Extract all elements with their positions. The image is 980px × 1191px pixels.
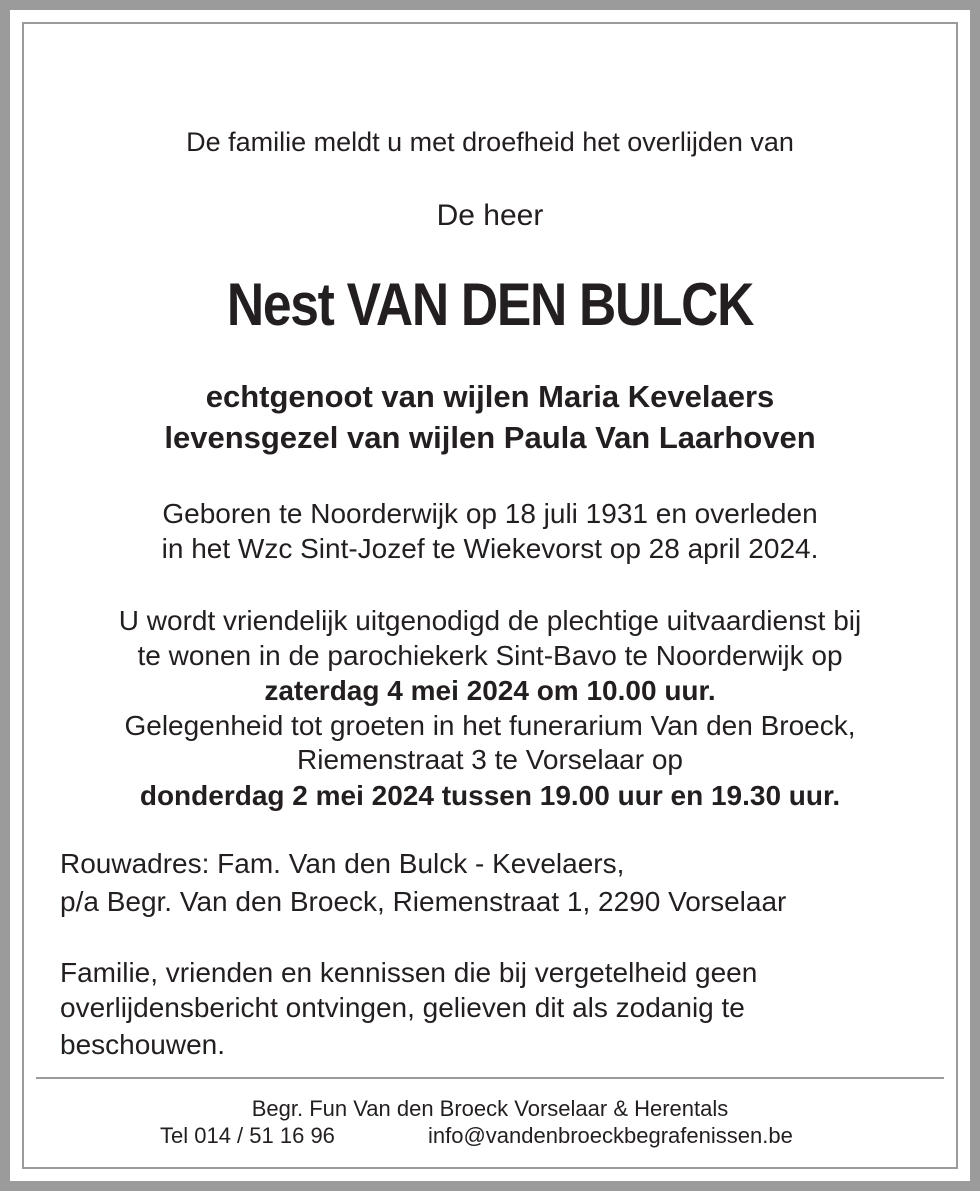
relation-line: levensgezel van wijlen Paula Van Laarhoven: [164, 420, 816, 455]
notice-line: beschouwen.: [60, 1029, 226, 1060]
notice-line: Familie, vrienden en kennissen die bij vergetelheid geen: [60, 957, 758, 988]
notice-line: overlijdensbericht ontvingen, gelieven dit als zodanig te: [60, 992, 745, 1023]
service-datetime: zaterdag 4 mei 2024 om 10.00 uur.: [264, 675, 716, 706]
visitation-line: Gelegenheid tot groeten in het funerarium Van den Broeck,: [124, 710, 856, 741]
visitation-datetime: donderdag 2 mei 2024 tussen 19.00 uur en 19.30 uur.: [139, 780, 841, 811]
title-prefix: De heer: [436, 199, 544, 232]
footer-divider: [36, 1077, 944, 1079]
deceased-name: Nest VAN DEN BULCK: [226, 271, 754, 338]
mourning-address-line: Rouwadres: Fam. Van den Bulck - Kevelaers,: [60, 848, 625, 879]
invitation-line: U wordt vriendelijk uitgenodigd de plechtige uitvaardienst bij: [118, 605, 862, 636]
birth-death-line: in het Wzc Sint-Jozef te Wiekevorst op 28 april 2024.: [161, 533, 819, 564]
birth-death-line: Geboren te Noorderwijk op 18 juli 1931 en overleden: [162, 498, 818, 529]
intro-text: De familie meldt u met droefheid het overlijden van: [186, 127, 794, 157]
phone-number: Tel 014 / 51 16 96: [160, 1123, 335, 1148]
visitation-line: Riemenstraat 3 te Vorselaar op: [297, 744, 683, 775]
mourning-address-line: p/a Begr. Van den Broeck, Riemenstraat 1, 2290 Vorselaar: [60, 886, 787, 917]
email-address: info@vandenbroeckbegrafenissen.be: [428, 1123, 793, 1148]
invitation-line: te wonen in de parochiekerk Sint-Bavo te Noorderwijk op: [137, 640, 843, 671]
relation-line: echtgenoot van wijlen Maria Kevelaers: [205, 379, 775, 414]
funeral-company: Begr. Fun Van den Broeck Vorselaar & Herentals: [251, 1096, 729, 1121]
